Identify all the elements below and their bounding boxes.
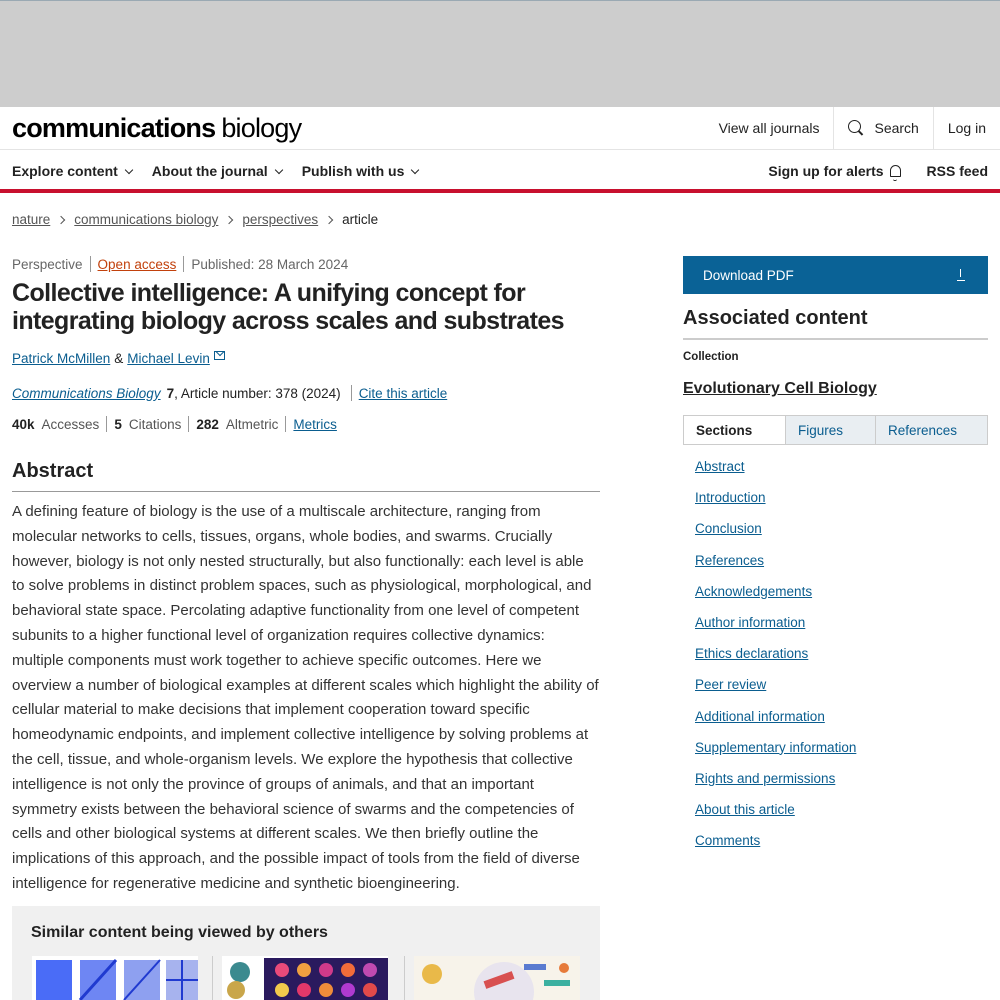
section-item [695,825,988,856]
advertisement-banner [0,0,1000,107]
search-icon [848,120,864,136]
breadcrumb-perspectives[interactable]: perspectives [242,212,319,227]
section-link-ethics[interactable]: Ethics declarations [695,646,809,662]
main-nav [0,150,1000,193]
chevron-right-icon [57,215,65,223]
section-link-comments[interactable]: Comments [695,833,761,849]
metrics-row [12,416,600,432]
abstract-text: A defining feature of biology is the use of a multiscale architecture, ranging from molecular networks to cells, tissues, organs, whole bodies, and swarms. Crucially however, biology is not only nested structurally, but also functionally: each level is able to solve problems in distinct problem spaces, such as physiological, morphological, and behavioral state space. Percolating adaptive functionality from one level of competent subunits to a higher functional level of organization requires collective dynamics: multiple components must work together to achieve specific outcomes. Here we overview a number of biological examples at different scales which highlight the ability of cellular material to make decisions that implement cooperation toward specific homeodynamic endpoints, and implement collective intelligence by solving problems at the cell, tissue, and whole-organism levels. We explore the hypothesis that collective intelligence is not only the province of groups of animals, and that an important symmetry exists between the behavioral science of swarms and the competencies of cells and other biological systems at different scales. We then briefly outline the implications of this approach, and the possible impact of tools from the field of diverse intelligence for regenerative medicine and synthetic bioengineering. [12,503,599,892]
chevron-right-icon [225,215,233,223]
section-link-peer-review[interactable]: Peer review [695,677,767,693]
logo-bold: communications [12,113,216,143]
section-item [695,451,988,482]
mail-icon[interactable] [214,351,225,360]
nav-about-journal[interactable] [152,163,282,179]
sidebar-tabs [683,415,988,445]
associated-content-heading: Associated content [683,307,988,340]
tab-figures[interactable]: Figures [786,416,876,444]
section-link-acknowledgements[interactable]: Acknowledgements [695,583,813,599]
divider [106,416,107,432]
top-links [705,107,1000,149]
divider [285,416,286,432]
article-meta [12,256,600,272]
altmetric-count: 282 [196,416,219,432]
section-item [695,638,988,669]
tab-references[interactable]: References [888,422,958,438]
breadcrumb-current: article [342,212,379,227]
breadcrumb [12,212,378,227]
section-item [695,701,988,732]
article-type: Perspective [12,256,83,272]
volume: 7 [166,385,175,401]
signup-alerts-button[interactable] [768,163,900,179]
search-button[interactable] [834,107,932,149]
section-link-about-article[interactable]: About this article [695,802,795,818]
article-main [12,256,600,897]
divider [90,256,91,272]
cite-article-link[interactable]: Cite this article [358,385,448,401]
download-label: Download PDF [703,267,794,283]
author-list [12,351,600,366]
similar-heading: Similar content being viewed by others [31,924,328,941]
altmetric-label: Altmetric [225,416,279,432]
divider [351,385,352,401]
accesses-count: 40k [12,416,35,432]
section-link-author-information[interactable]: Author information [695,615,806,631]
thumbnail-image [222,956,388,1000]
download-icon [956,269,966,281]
breadcrumb-nature[interactable]: nature [12,212,51,227]
section-item [695,545,988,576]
rss-feed-link[interactable]: RSS feed [926,163,988,179]
collection-label: Collection [683,351,739,363]
article-number: , Article number: 378 (2024) [174,385,341,401]
nav-label: Publish with us [301,163,405,179]
nav-menu [12,163,438,179]
chevron-down-icon [274,165,282,173]
section-link-supplementary[interactable]: Supplementary information [695,739,857,755]
metrics-link[interactable]: Metrics [293,416,337,432]
section-item [695,576,988,607]
author-link[interactable]: Michael Levin [127,351,210,366]
chevron-down-icon [411,165,419,173]
thumbnail-image [414,956,580,1000]
section-link-references[interactable]: References [695,552,765,568]
citations-label: Citations [128,416,182,432]
citations-count: 5 [114,416,122,432]
collection-link[interactable]: Evolutionary Cell Biology [683,380,877,397]
journal-link[interactable]: Communications Biology [12,385,161,401]
similar-thumbnail[interactable] [414,956,580,1000]
nav-label: About the journal [151,163,268,179]
open-access-link[interactable]: Open access [97,256,177,272]
tab-sections[interactable]: Sections [684,416,786,444]
author-link[interactable]: Patrick McMillen [12,351,111,366]
logo-light: biology [221,113,302,143]
article-title: Collective intelligence: A unifying concept for integrating biology across scales and substrates [12,279,564,335]
sidebar [683,256,988,856]
divider [188,416,189,432]
signup-label: Sign up for alerts [768,163,884,179]
journal-logo[interactable] [12,113,301,144]
view-all-journals-link[interactable]: View all journals [718,120,820,136]
section-list [683,451,988,856]
breadcrumb-journal[interactable]: communications biology [74,212,219,227]
section-item [695,763,988,794]
author-separator: & [114,351,124,366]
citation-row [12,385,600,401]
similar-thumbnail[interactable] [222,956,388,1000]
accesses-label: Accesses [41,416,100,432]
search-label: Search [874,120,919,136]
thumbnail-image [32,956,198,1000]
section-item [695,607,988,638]
nav-actions [768,163,988,179]
divider [212,956,213,1000]
section-item [695,669,988,700]
divider [183,256,184,272]
section-item [695,732,988,763]
section-link-conclusion[interactable]: Conclusion [695,521,762,537]
section-link-rights[interactable]: Rights and permissions [695,770,836,786]
masthead [0,107,1000,150]
nav-explore-content[interactable] [12,163,132,179]
section-link-introduction[interactable]: Introduction [695,490,766,506]
similar-thumbnail[interactable] [32,956,198,1000]
section-link-abstract[interactable]: Abstract [695,459,745,475]
nav-label: Explore content [12,163,118,179]
section-item [695,482,988,513]
chevron-down-icon [125,165,133,173]
abstract-heading: Abstract [12,460,600,492]
chevron-right-icon [325,215,333,223]
similar-content [12,906,600,1000]
section-item [695,794,988,825]
login-link[interactable]: Log in [947,120,986,136]
download-pdf-button[interactable] [683,256,988,294]
published-date: Published: 28 March 2024 [191,256,349,272]
section-item [695,513,988,544]
divider [404,956,405,1000]
bell-icon [890,165,901,177]
section-link-additional-information[interactable]: Additional information [695,708,825,724]
nav-publish-with-us[interactable] [302,163,419,179]
